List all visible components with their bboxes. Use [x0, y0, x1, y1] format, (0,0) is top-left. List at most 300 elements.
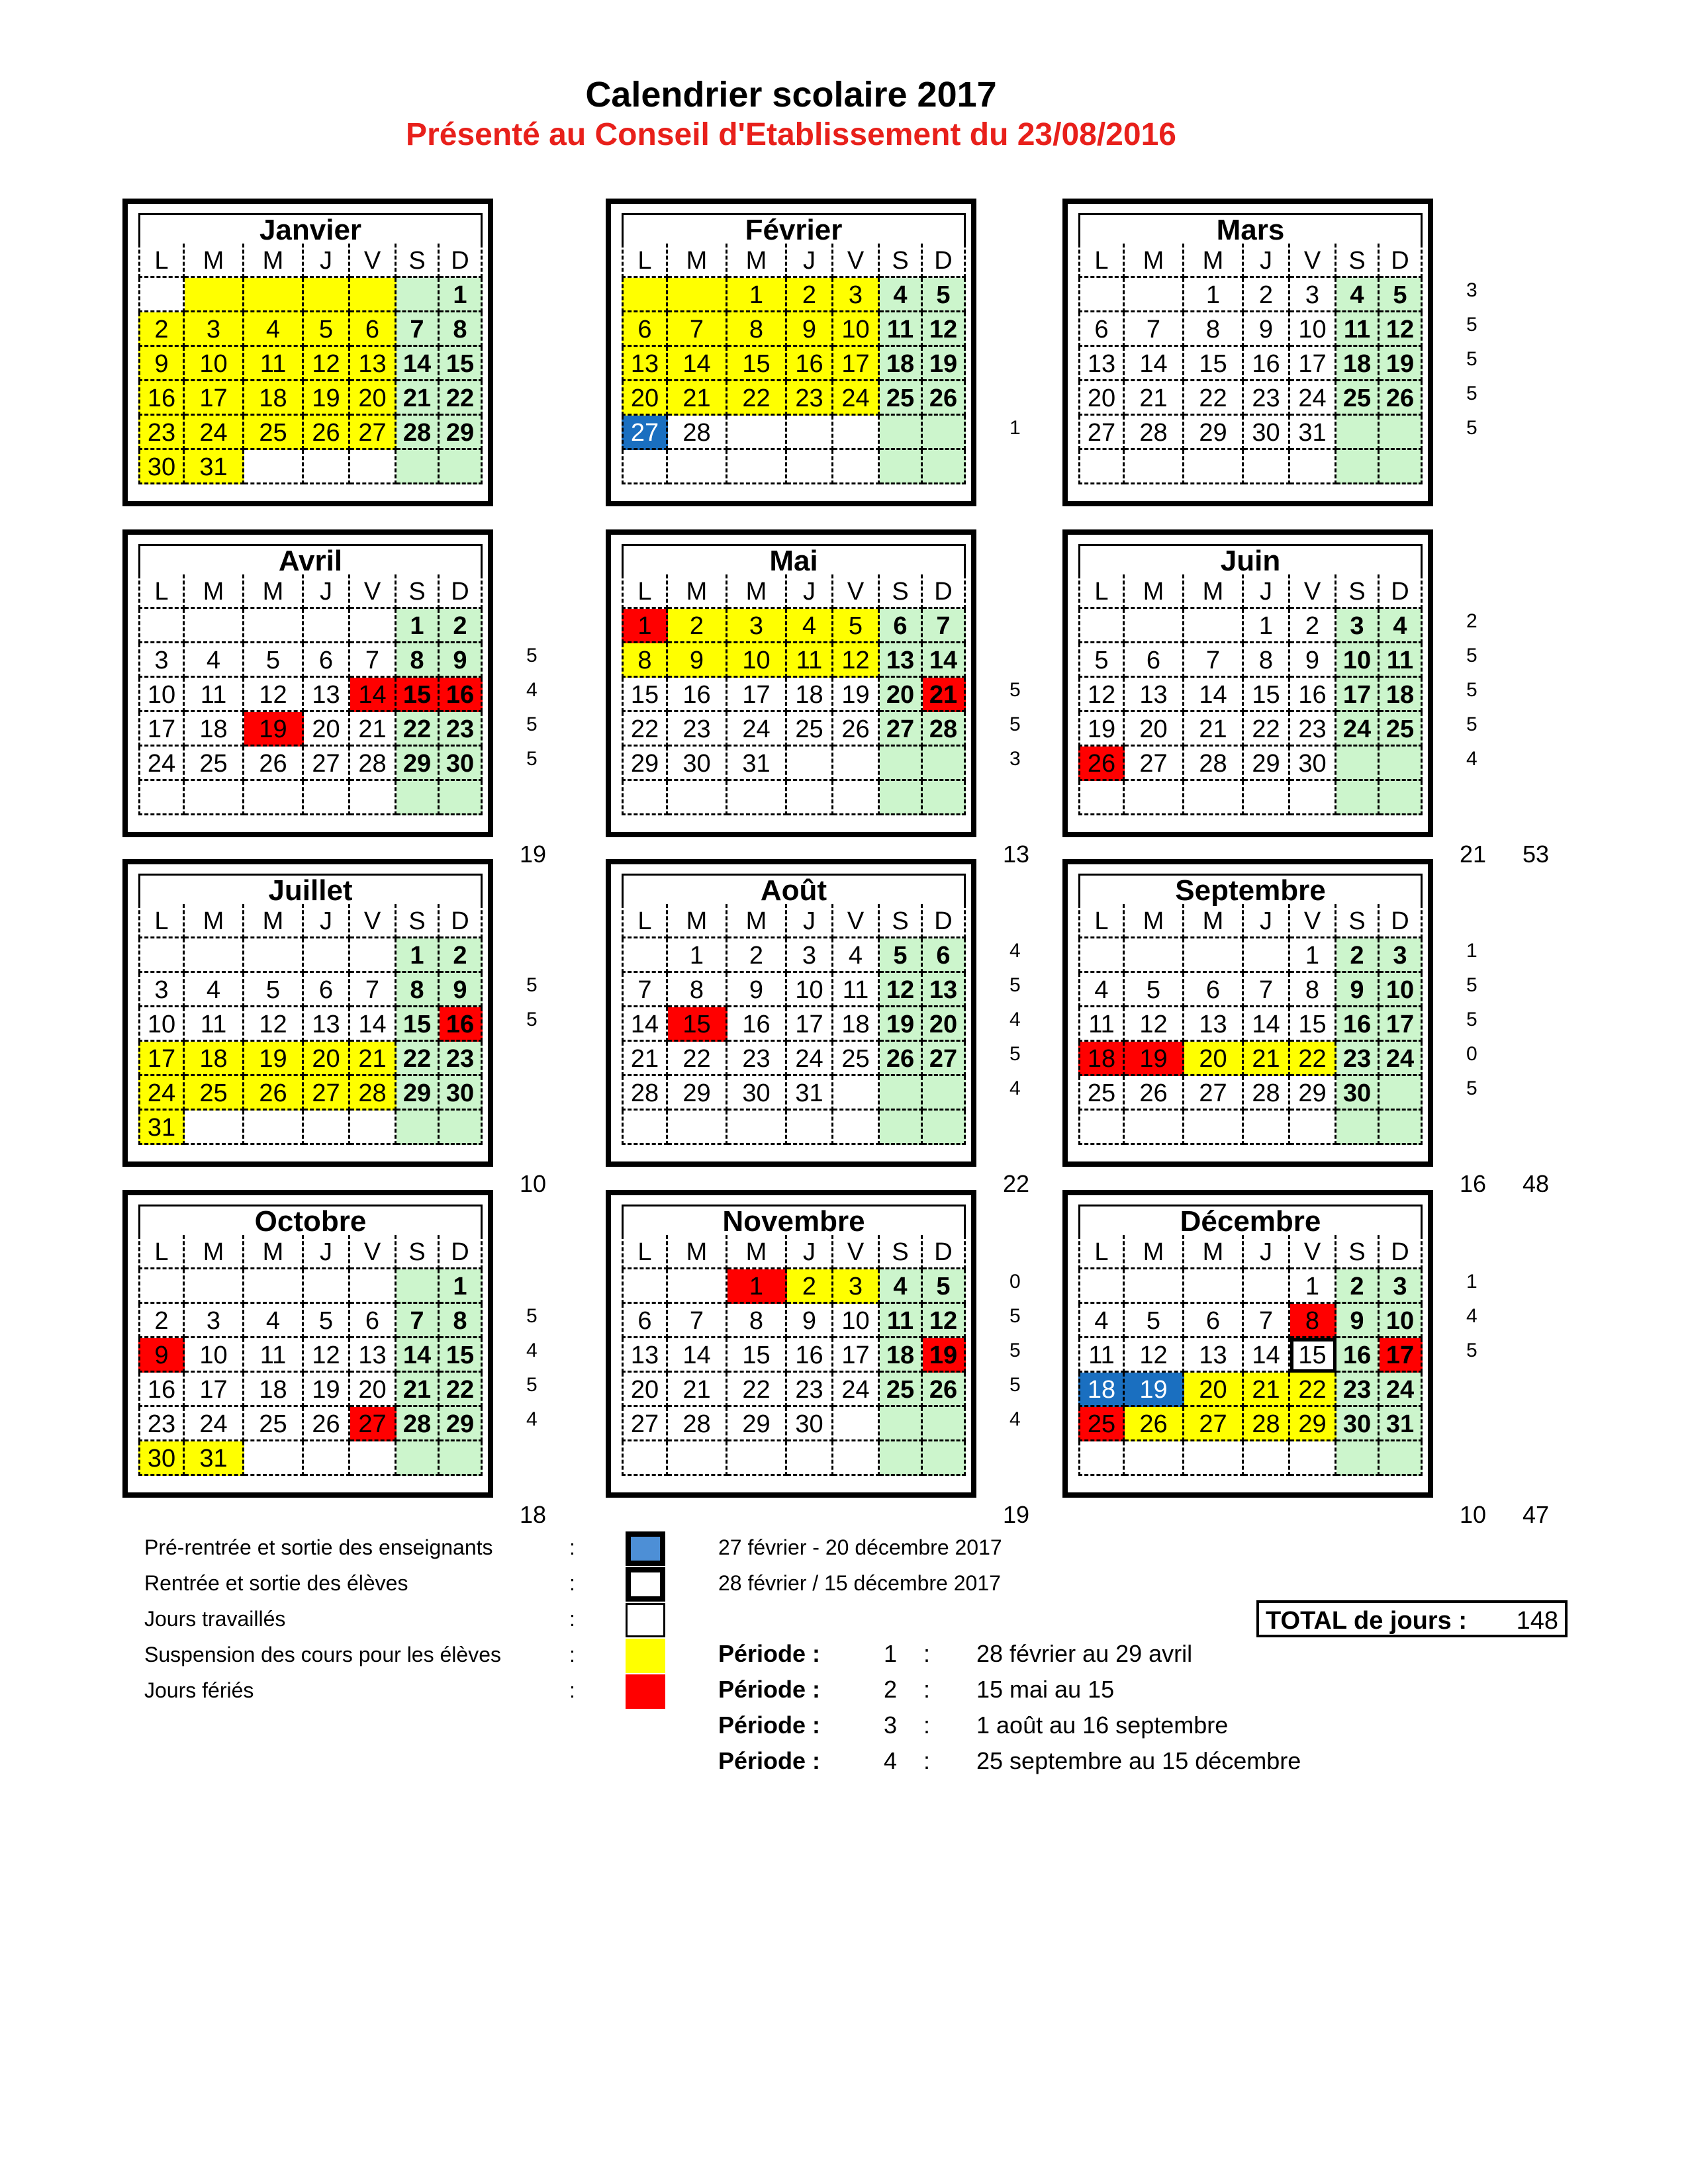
- day-cell: [304, 450, 350, 484]
- day-cell: 30: [1336, 1076, 1380, 1111]
- day-cell: 12: [923, 312, 966, 347]
- day-cell: 9: [787, 1304, 833, 1338]
- day-cell: 29: [668, 1076, 727, 1111]
- day-cell: [440, 781, 483, 815]
- day-cell: 30: [138, 450, 185, 484]
- day-cell: 18: [1336, 347, 1380, 381]
- day-cell: [244, 1269, 304, 1304]
- month-novembre: [606, 1190, 976, 1498]
- day-cell: 1: [397, 938, 440, 973]
- week-count: 5: [1466, 713, 1477, 735]
- day-cell: 1: [727, 1269, 787, 1304]
- day-cell: [1184, 781, 1244, 815]
- day-cell: 3: [185, 1304, 244, 1338]
- day-cell: 31: [787, 1076, 833, 1111]
- legend-label: Jours fériés: [144, 1678, 254, 1702]
- day-cell: 31: [185, 450, 244, 484]
- weekday-header: J: [787, 244, 833, 278]
- weekday-header: L: [622, 574, 668, 609]
- day-cell: 11: [880, 312, 923, 347]
- week-count: 5: [1009, 713, 1021, 735]
- day-cell: 10: [833, 312, 880, 347]
- day-cell: 2: [138, 312, 185, 347]
- day-cell: 24: [1380, 1373, 1423, 1407]
- day-cell: [880, 1441, 923, 1476]
- day-cell: [1078, 609, 1125, 643]
- period-total: 47: [1523, 1501, 1550, 1528]
- day-cell: [668, 1111, 727, 1145]
- week-count: 5: [526, 645, 538, 666]
- day-cell: [880, 1111, 923, 1145]
- week-count: 5: [526, 713, 538, 735]
- day-cell: 12: [923, 1304, 966, 1338]
- day-cell: 19: [1125, 1373, 1184, 1407]
- day-cell: 5: [1078, 643, 1125, 678]
- day-cell: [440, 1111, 483, 1145]
- day-cell: [923, 781, 966, 815]
- day-cell: 18: [880, 1338, 923, 1373]
- day-cell: 14: [622, 1007, 668, 1042]
- day-cell: 23: [787, 1373, 833, 1407]
- day-cell: [185, 781, 244, 815]
- day-cell: [833, 416, 880, 450]
- weekday-header: J: [304, 1235, 350, 1269]
- weekday-header: M: [1125, 244, 1184, 278]
- day-cell: 21: [1125, 381, 1184, 416]
- month-title: Décembre: [1078, 1205, 1423, 1235]
- day-cell: [350, 781, 397, 815]
- day-cell: 27: [1184, 1407, 1244, 1441]
- day-cell: 10: [138, 1007, 185, 1042]
- day-cell: 14: [1125, 347, 1184, 381]
- day-cell: [1078, 1111, 1125, 1145]
- day-cell: [1290, 781, 1336, 815]
- legend-label: Rentrée et sortie des élèves: [144, 1571, 408, 1595]
- month-total: 22: [1003, 1170, 1030, 1197]
- day-cell: 17: [1336, 678, 1380, 712]
- week-count: 5: [1009, 974, 1021, 996]
- weekday-header: D: [440, 904, 483, 938]
- day-cell: 7: [668, 312, 727, 347]
- day-cell: 4: [1380, 609, 1423, 643]
- day-cell: 29: [440, 1407, 483, 1441]
- day-cell: 27: [880, 712, 923, 747]
- weekday-header: S: [397, 244, 440, 278]
- month-total: 16: [1460, 1170, 1487, 1197]
- month-mai: [606, 529, 976, 837]
- day-cell: 23: [1336, 1042, 1380, 1076]
- weekday-header: J: [787, 904, 833, 938]
- weekday-header: J: [304, 244, 350, 278]
- legend-label: Suspension des cours pour les élèves: [144, 1643, 501, 1666]
- day-cell: 4: [185, 643, 244, 678]
- week-count: 5: [1466, 645, 1477, 666]
- day-cell: 8: [1290, 1304, 1336, 1338]
- day-cell: 6: [304, 973, 350, 1007]
- day-cell: 10: [185, 1338, 244, 1373]
- weekday-header: M: [1125, 574, 1184, 609]
- week-count: 5: [1009, 1043, 1021, 1065]
- day-cell: [668, 1441, 727, 1476]
- day-cell: 7: [1125, 312, 1184, 347]
- day-cell: 6: [350, 1304, 397, 1338]
- day-cell: 2: [1290, 609, 1336, 643]
- day-cell: 11: [185, 1007, 244, 1042]
- week-count: 3: [1466, 279, 1477, 301]
- day-cell: 4: [833, 938, 880, 973]
- week-count: 5: [1466, 1009, 1477, 1030]
- day-cell: [880, 416, 923, 450]
- weekday-header: D: [440, 244, 483, 278]
- day-cell: 18: [787, 678, 833, 712]
- total-box: [1256, 1600, 1568, 1637]
- weekday-header: J: [1244, 904, 1290, 938]
- day-cell: 25: [1078, 1407, 1125, 1441]
- day-cell: 2: [787, 278, 833, 312]
- day-cell: 23: [668, 712, 727, 747]
- day-cell: [350, 1269, 397, 1304]
- weekday-header: V: [833, 1235, 880, 1269]
- month-août: [606, 859, 976, 1167]
- day-cell: 25: [185, 747, 244, 781]
- day-cell: 15: [397, 1007, 440, 1042]
- weekday-header: S: [1336, 904, 1380, 938]
- day-cell: 1: [1290, 1269, 1336, 1304]
- day-cell: [833, 1441, 880, 1476]
- day-cell: 20: [923, 1007, 966, 1042]
- day-cell: 14: [397, 1338, 440, 1373]
- week-count: 5: [1466, 974, 1477, 996]
- weekday-header: L: [138, 244, 185, 278]
- day-cell: [350, 1111, 397, 1145]
- day-cell: [622, 1269, 668, 1304]
- day-cell: 28: [397, 1407, 440, 1441]
- day-cell: [1184, 1269, 1244, 1304]
- weekday-header: L: [1078, 904, 1125, 938]
- day-cell: 3: [138, 643, 185, 678]
- weekday-header: S: [1336, 244, 1380, 278]
- day-cell: [1290, 1441, 1336, 1476]
- day-cell: [1125, 1269, 1184, 1304]
- day-cell: [787, 781, 833, 815]
- day-cell: 11: [244, 347, 304, 381]
- day-cell: 25: [244, 416, 304, 450]
- day-cell: [185, 1111, 244, 1145]
- day-cell: 15: [440, 347, 483, 381]
- day-cell: 22: [622, 712, 668, 747]
- day-cell: 3: [727, 609, 787, 643]
- weekday-header: S: [880, 574, 923, 609]
- week-count: 4: [526, 1340, 538, 1361]
- weekday-header: M: [185, 1235, 244, 1269]
- month-septembre: [1062, 859, 1433, 1167]
- weekday-header: M: [727, 1235, 787, 1269]
- day-cell: 17: [1290, 347, 1336, 381]
- day-cell: 12: [244, 678, 304, 712]
- period-range: 1 août au 16 septembre: [976, 1711, 1229, 1739]
- day-cell: [304, 609, 350, 643]
- day-cell: [833, 747, 880, 781]
- day-cell: 9: [668, 643, 727, 678]
- week-count: 4: [1466, 748, 1477, 770]
- day-cell: [668, 1269, 727, 1304]
- day-cell: 21: [397, 1373, 440, 1407]
- weekday-header: D: [1380, 1235, 1423, 1269]
- day-cell: 1: [1184, 278, 1244, 312]
- day-cell: 21: [668, 1373, 727, 1407]
- day-cell: [185, 278, 244, 312]
- day-cell: [397, 1441, 440, 1476]
- day-cell: [1380, 781, 1423, 815]
- month-total: 18: [520, 1501, 547, 1528]
- month-title: Mars: [1078, 213, 1423, 244]
- day-cell: 9: [440, 973, 483, 1007]
- day-cell: [1290, 450, 1336, 484]
- day-cell: [880, 1076, 923, 1111]
- day-cell: 6: [1078, 312, 1125, 347]
- week-count: 1: [1466, 940, 1477, 962]
- day-cell: 6: [1184, 973, 1244, 1007]
- weekday-header: V: [1290, 574, 1336, 609]
- day-cell: 3: [1380, 1269, 1423, 1304]
- day-cell: 24: [138, 1076, 185, 1111]
- page-title: Calendrier scolaire 2017: [585, 75, 997, 114]
- weekday-header: V: [350, 1235, 397, 1269]
- day-cell: [1244, 781, 1290, 815]
- weekday-header: V: [350, 904, 397, 938]
- day-cell: 30: [787, 1407, 833, 1441]
- day-cell: [1078, 938, 1125, 973]
- day-cell: [397, 781, 440, 815]
- day-cell: 11: [1078, 1007, 1125, 1042]
- weekday-header: S: [397, 904, 440, 938]
- day-cell: [1184, 609, 1244, 643]
- day-cell: [350, 450, 397, 484]
- day-cell: 22: [1290, 1042, 1336, 1076]
- day-cell: [727, 450, 787, 484]
- day-cell: 7: [1244, 1304, 1290, 1338]
- month-title: Novembre: [622, 1205, 966, 1235]
- day-cell: 5: [923, 278, 966, 312]
- month-février: [606, 199, 976, 506]
- week-count: 5: [526, 1374, 538, 1396]
- day-cell: [787, 1441, 833, 1476]
- day-cell: [727, 1441, 787, 1476]
- day-cell: 4: [1078, 1304, 1125, 1338]
- day-cell: 27: [1125, 747, 1184, 781]
- day-cell: [1380, 1076, 1423, 1111]
- month-juillet: [122, 859, 493, 1167]
- day-cell: [787, 416, 833, 450]
- day-cell: 23: [440, 1042, 483, 1076]
- day-cell: [138, 278, 185, 312]
- day-cell: 3: [1380, 938, 1423, 973]
- day-cell: 14: [1184, 678, 1244, 712]
- legend-separator: :: [569, 1678, 575, 1702]
- period-number: 4: [884, 1747, 898, 1774]
- day-cell: [244, 781, 304, 815]
- weekday-header: J: [787, 574, 833, 609]
- day-cell: [1078, 1441, 1125, 1476]
- day-cell: 10: [138, 678, 185, 712]
- day-cell: 30: [1290, 747, 1336, 781]
- day-cell: 18: [185, 1042, 244, 1076]
- day-cell: 8: [397, 643, 440, 678]
- day-cell: 21: [397, 381, 440, 416]
- day-cell: 12: [880, 973, 923, 1007]
- day-cell: 3: [138, 973, 185, 1007]
- day-cell: 29: [1290, 1407, 1336, 1441]
- week-count: 5: [526, 974, 538, 996]
- day-cell: [923, 1076, 966, 1111]
- legend-swatch-blue: [626, 1531, 665, 1566]
- day-cell: [923, 1441, 966, 1476]
- day-cell: 3: [185, 312, 244, 347]
- day-cell: 20: [622, 1373, 668, 1407]
- day-cell: 22: [397, 712, 440, 747]
- day-cell: 29: [440, 416, 483, 450]
- day-cell: [1336, 450, 1380, 484]
- weekday-header: J: [1244, 1235, 1290, 1269]
- day-cell: 12: [1078, 678, 1125, 712]
- day-cell: 18: [244, 381, 304, 416]
- week-count: 4: [1466, 1305, 1477, 1327]
- day-cell: 10: [727, 643, 787, 678]
- day-cell: [923, 416, 966, 450]
- day-cell: 17: [138, 712, 185, 747]
- weekday-header: D: [1380, 904, 1423, 938]
- day-cell: [668, 278, 727, 312]
- day-cell: 17: [138, 1042, 185, 1076]
- day-cell: 1: [1244, 609, 1290, 643]
- period-number: 2: [884, 1676, 898, 1703]
- weekday-header: S: [1336, 574, 1380, 609]
- month-title: Septembre: [1078, 874, 1423, 904]
- day-cell: 30: [440, 1076, 483, 1111]
- weekday-header: L: [138, 1235, 185, 1269]
- day-cell: 13: [622, 347, 668, 381]
- week-count: 0: [1466, 1043, 1477, 1065]
- day-cell: 28: [622, 1076, 668, 1111]
- day-cell: 24: [727, 712, 787, 747]
- day-cell: 15: [1244, 678, 1290, 712]
- weekday-header: L: [622, 904, 668, 938]
- day-cell: 20: [1125, 712, 1184, 747]
- day-cell: 15: [397, 678, 440, 712]
- day-cell: [138, 609, 185, 643]
- day-cell: 25: [185, 1076, 244, 1111]
- legend-note: 28 février / 15 décembre 2017: [718, 1571, 1001, 1595]
- day-cell: 9: [1336, 1304, 1380, 1338]
- day-cell: 9: [1244, 312, 1290, 347]
- day-cell: 25: [1336, 381, 1380, 416]
- day-cell: 8: [440, 1304, 483, 1338]
- legend-swatch-yellow: [626, 1639, 665, 1673]
- day-cell: 14: [668, 347, 727, 381]
- day-cell: 13: [304, 1007, 350, 1042]
- day-cell: 14: [397, 347, 440, 381]
- week-count: 5: [1466, 1340, 1477, 1361]
- day-cell: 31: [185, 1441, 244, 1476]
- day-cell: 14: [350, 1007, 397, 1042]
- day-cell: 27: [1184, 1076, 1244, 1111]
- month-total: 19: [1003, 1501, 1030, 1528]
- day-cell: [1244, 1111, 1290, 1145]
- legend-swatch-outline: [626, 1567, 665, 1602]
- day-cell: 7: [350, 643, 397, 678]
- day-cell: 21: [1184, 712, 1244, 747]
- day-cell: 30: [440, 747, 483, 781]
- day-cell: 17: [833, 1338, 880, 1373]
- day-cell: 22: [397, 1042, 440, 1076]
- day-cell: 27: [622, 416, 668, 450]
- weekday-header: S: [880, 904, 923, 938]
- week-count: 5: [1009, 679, 1021, 701]
- day-cell: 30: [727, 1076, 787, 1111]
- day-cell: 1: [622, 609, 668, 643]
- day-cell: [244, 450, 304, 484]
- day-cell: 27: [1078, 416, 1125, 450]
- day-cell: 20: [1184, 1042, 1244, 1076]
- period-number: 3: [884, 1711, 898, 1739]
- weekday-header: V: [350, 244, 397, 278]
- day-cell: 31: [138, 1111, 185, 1145]
- day-cell: 20: [304, 1042, 350, 1076]
- week-count: 2: [1466, 610, 1477, 632]
- day-cell: 24: [185, 416, 244, 450]
- day-cell: [1336, 1111, 1380, 1145]
- day-cell: 9: [1336, 973, 1380, 1007]
- day-cell: 15: [1184, 347, 1244, 381]
- week-count: 5: [1009, 1340, 1021, 1361]
- period-total: 53: [1523, 841, 1550, 868]
- month-title: Avril: [138, 544, 483, 574]
- day-cell: 8: [727, 312, 787, 347]
- day-cell: 19: [244, 712, 304, 747]
- week-count: 1: [1009, 417, 1021, 439]
- week-count: 5: [1466, 1077, 1477, 1099]
- period-separator: :: [923, 1747, 931, 1774]
- weekday-header: M: [1125, 904, 1184, 938]
- day-cell: 2: [1336, 938, 1380, 973]
- week-count: 5: [526, 748, 538, 770]
- day-cell: 22: [1290, 1373, 1336, 1407]
- day-cell: 9: [787, 312, 833, 347]
- day-cell: 17: [185, 1373, 244, 1407]
- month-total: 10: [1460, 1501, 1487, 1528]
- day-cell: 20: [880, 678, 923, 712]
- day-cell: 12: [304, 1338, 350, 1373]
- week-count: 1: [1466, 1271, 1477, 1293]
- day-cell: [185, 609, 244, 643]
- day-cell: 7: [1184, 643, 1244, 678]
- day-cell: [397, 1111, 440, 1145]
- day-cell: 24: [185, 1407, 244, 1441]
- day-cell: [727, 1111, 787, 1145]
- day-cell: [622, 938, 668, 973]
- weekday-header: L: [622, 1235, 668, 1269]
- day-cell: [440, 450, 483, 484]
- week-count: 5: [1009, 1374, 1021, 1396]
- day-cell: 7: [397, 1304, 440, 1338]
- day-cell: 16: [1336, 1338, 1380, 1373]
- day-cell: 4: [244, 1304, 304, 1338]
- day-cell: 31: [1380, 1407, 1423, 1441]
- day-cell: 24: [833, 381, 880, 416]
- day-cell: 22: [668, 1042, 727, 1076]
- day-cell: 4: [787, 609, 833, 643]
- day-cell: 26: [304, 1407, 350, 1441]
